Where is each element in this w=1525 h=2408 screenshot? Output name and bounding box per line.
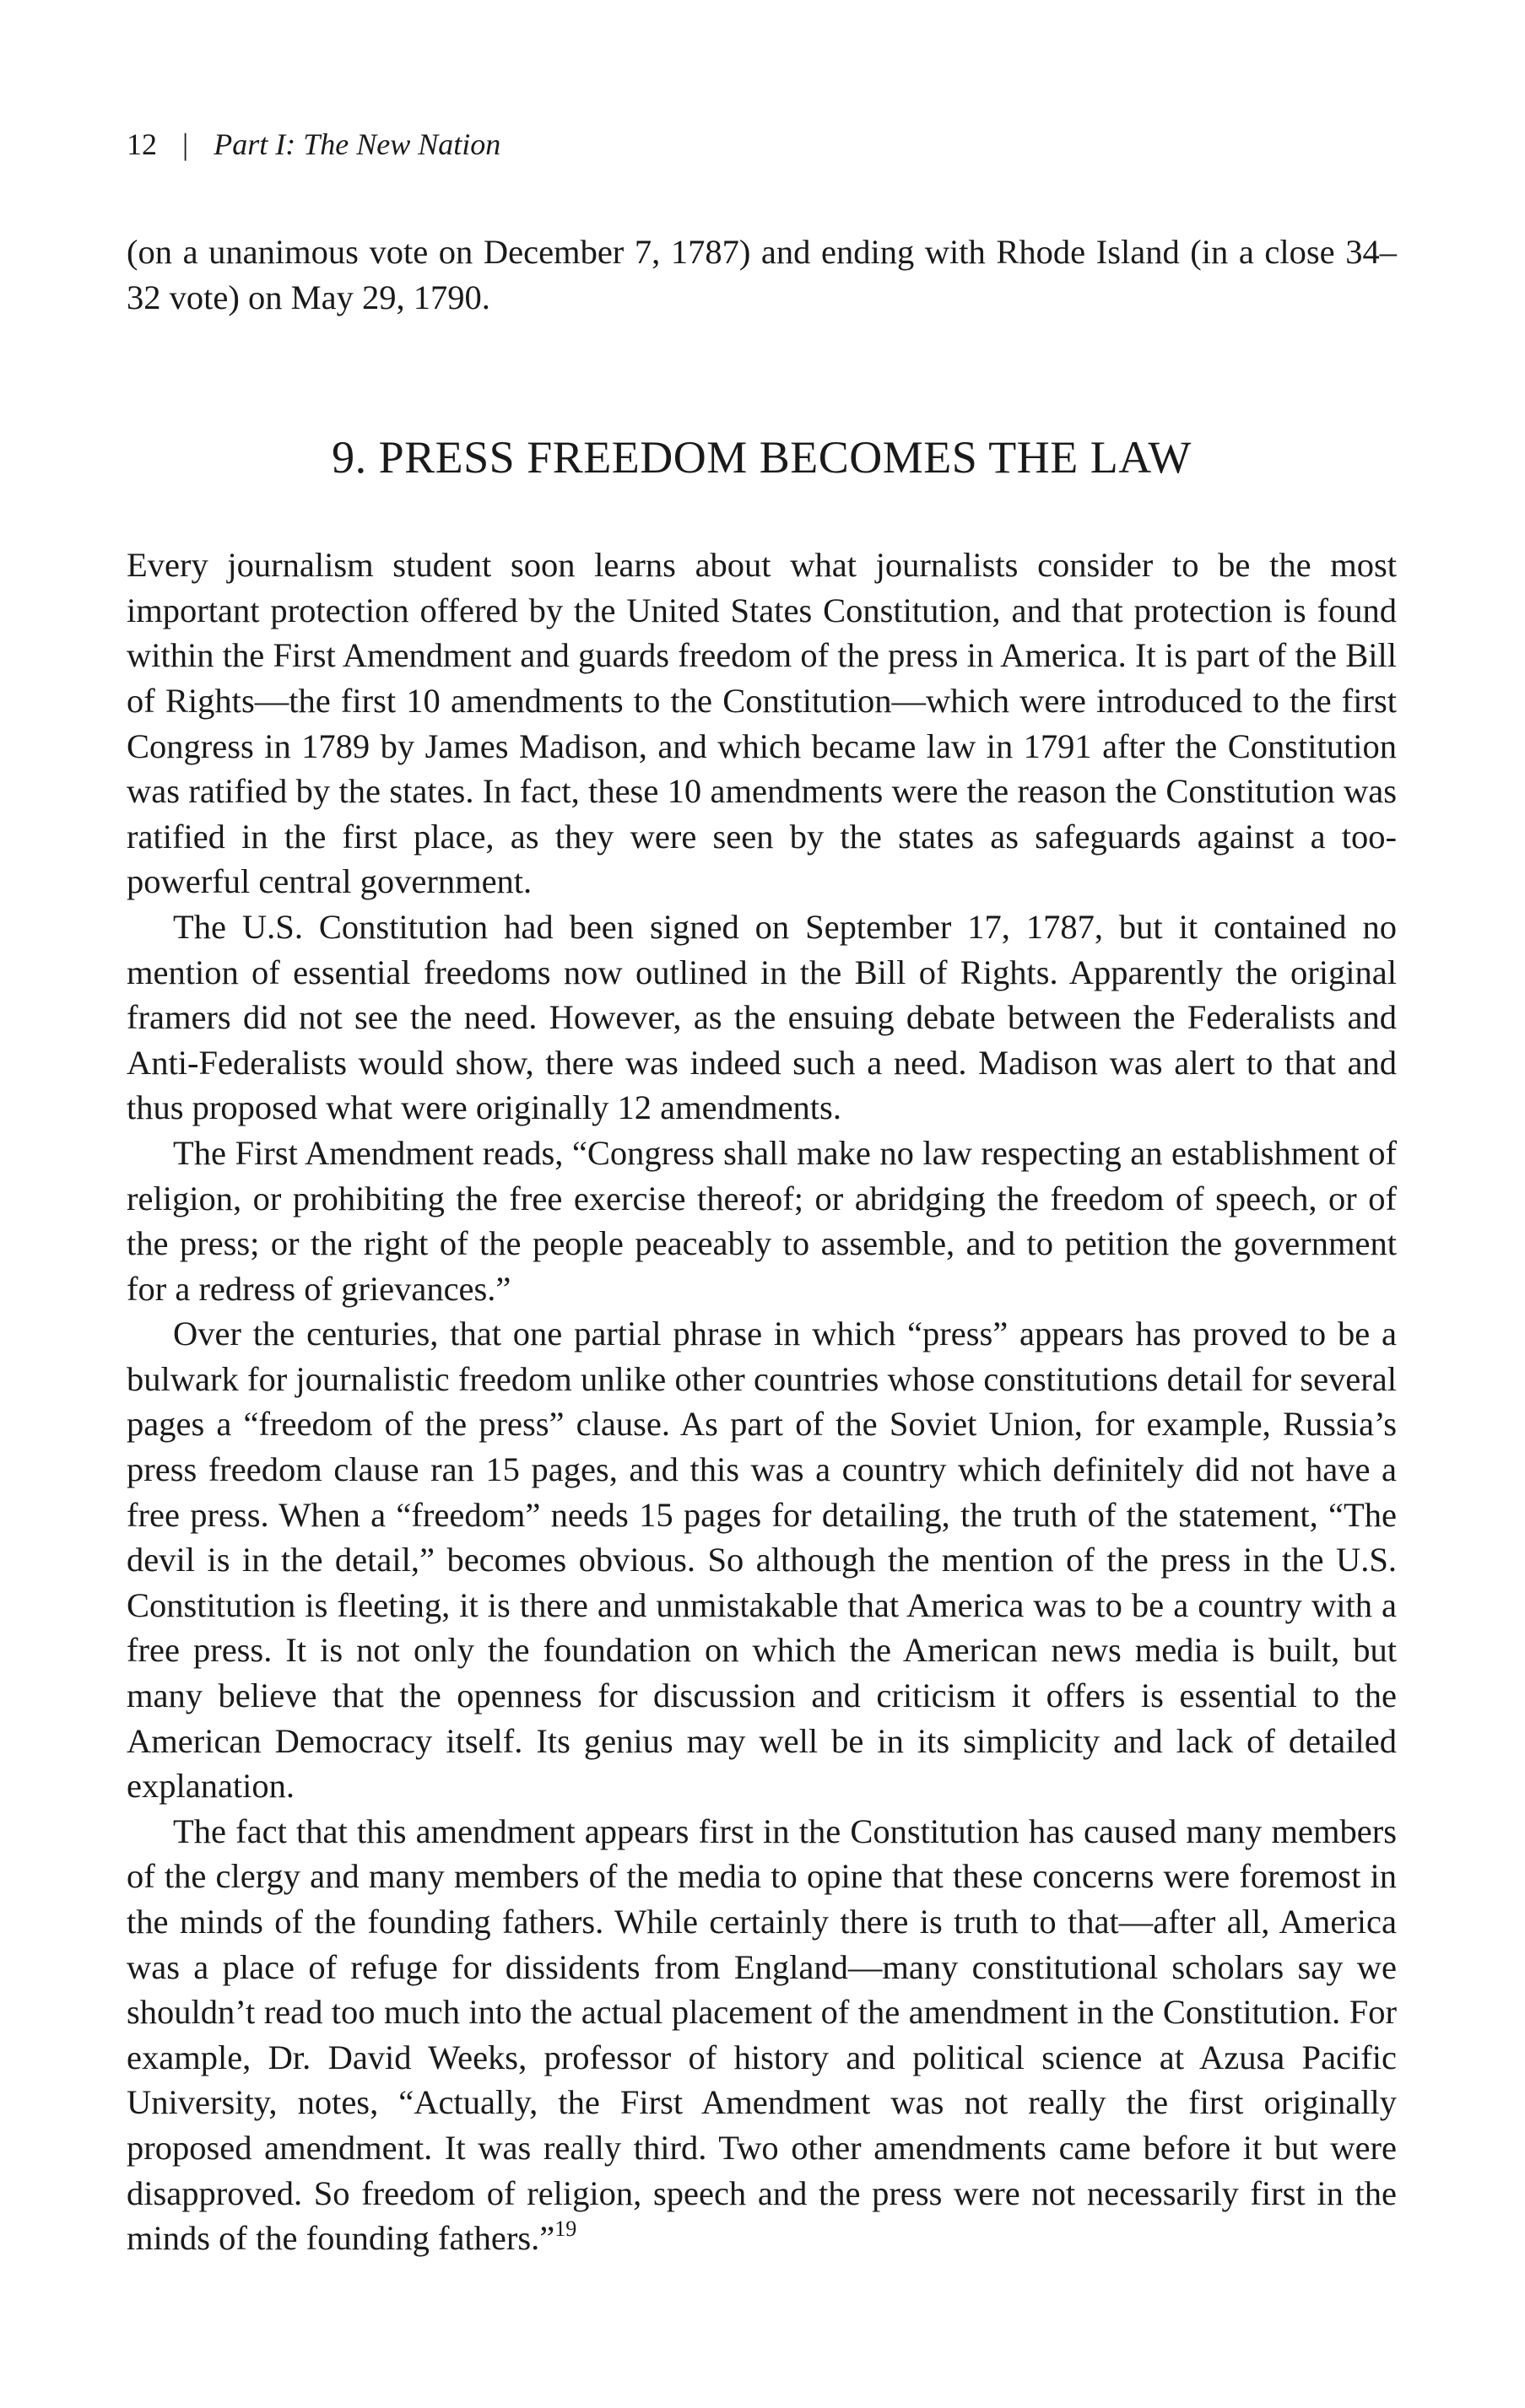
header-separator: | bbox=[182, 127, 189, 161]
part-title: Part I: The New Nation bbox=[214, 127, 501, 161]
paragraph-1: Every journalism student soon learns about what journalists consider to be the most important protection offered by the United States Constitution, and that protection is found within the First Amendment and guards freedom of the press in America. It is part of the Bill of Rights—the first 10 amendments to the Constitution—which were introduced to the first Congress in 1789 by James Madison, and which became law in 1791 after the Constitution was ratified by the states. In fact, these 10 amendments were the reason the Constitution was ratified in the first place, as they were seen by the states as safeguards against a too-powerful central government. bbox=[127, 546, 1397, 901]
opening-paragraph: (on a unanimous vote on December 7, 1787) and ending with Rhode Island (in a close 34–32 vote) on May 29, 1790. bbox=[127, 233, 1397, 316]
footnote-reference: 19 bbox=[554, 2216, 577, 2242]
body-text bbox=[127, 229, 1397, 2261]
paragraph-2: The U.S. Constitution had been signed on September 17, 1787, but it contained no mention of essential freedoms now outlined in the Bill of Rights. Apparently the original framers did not see the need. However, as the ensuing debate between the Federalists and Anti-Federalists would show, there was indeed such a need. Madison was alert to that and thus proposed what were originally 12 amendments. bbox=[127, 907, 1397, 1127]
paragraph-5-text: The fact that this amendment appears first in the Constitution has caused many members of the clergy and many members of the media to opine that these concerns were foremost in the minds of the founding fathers. While certainly there is truth to that—after all, America was a place of refuge for dissidents from England—many constitutional scholars say we shouldn’t read too much into the actual placement of the amendment in the Constitution. For example, Dr. David Weeks, professor of history and political science at Azusa Pacific University, notes, “Actually, the First Amendment was not really the first originally proposed amendment. It was really third. Two other amendments came before it but were disapproved. So freedom of religion, speech and the press were not necessarily first in the minds of the founding fathers.” bbox=[127, 1811, 1397, 2258]
running-head bbox=[127, 127, 500, 162]
section-heading: 9. PRESS FREEDOM BECOMES THE LAW bbox=[332, 432, 1192, 483]
paragraph-3: The First Amendment reads, “Congress shall make no law respecting an establishment of religion, or prohibiting the free exercise thereof; or abridging the freedom of speech, or of the press; or the right of the people peaceably to assemble, and to petition the government for a redress of grievances.” bbox=[127, 1133, 1397, 1308]
paragraph-5 bbox=[127, 1809, 1397, 2261]
page-number: 12 bbox=[127, 127, 157, 161]
paragraph-4: Over the centuries, that one partial phrase in which “press” appears has proved to be a bulwark for journalistic freedom unlike other countries whose constitutions detail for several pages a “freedom of the press” clause. As part of the Soviet Union, for example, Russia’s press freedom clause ran 15 pages, and this was a country which definitely did not have a free press. When a “freedom” needs 15 pages for detailing, the truth of the statement, “The devil is in the detail,” becomes obvious. So although the mention of the press in the U.S. Constitution is fleeting, it is there and unmistakable that America was to be a country with a free press. It is not only the foundation on which the American news media is built, but many believe that the openness for discussion and criticism it offers is essential to the American Democracy itself. Its genius may well be in its simplicity and lack of detailed explanation. bbox=[127, 1315, 1397, 1806]
